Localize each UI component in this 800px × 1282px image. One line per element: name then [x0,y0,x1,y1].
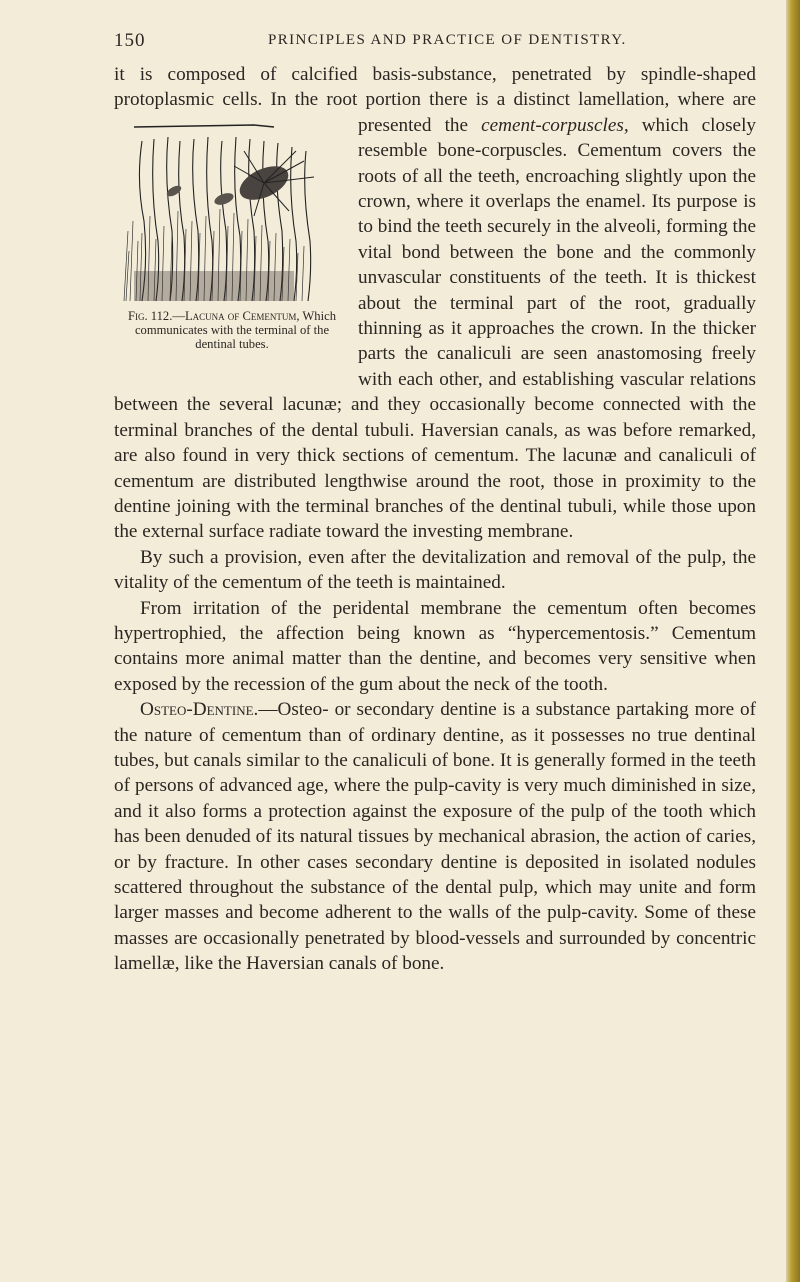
figure-112 [114,113,346,375]
paragraph-4 [114,697,756,976]
page-edge [786,0,800,1282]
paragraph-1-start: it is composed of calcified basis-substance, penetrated by spindle-shaped protoplasmic cells. In the root portion there is a distinct lamellation, where are presented the [114,64,756,136]
figure-caption-text: Which communicates with the terminal of the dentinal tubes. [134,308,336,351]
osteo-dentine-heading: Osteo-Dentine. [140,699,259,721]
paragraph-4-body: —Osteo- or secondary dentine is a substance partaking more of the nature of cementum than of ordinary dentine, as it possesses no true dentinal tubes, but canals similar to the canaliculi of bone. It is generally formed in the teeth of persons of advanced age, where the pulp-cavity is very much diminished in size, and it also forms a protection against the exposure of the pulp of the tooth which has been denuded of its natural tissues by mechanical abrasion, the action of caries, or by fracture. In other cases secondary dentine is deposited in isolated nodules scattered throughout the substance of the dental pulp, which may unite and form larger masses and become adherent to the walls of the pulp-cavity. Some of these masses are occasionally penetrated by blood-vessels and surrounded by concentric lamellæ, like the Haversian canals of bone. [114,699,756,975]
paragraph-1-rest: which closely resemble bone-corpuscles. Cementum covers the roots of all the teeth, encroaching slightly upon the crown, where it overlaps the enamel. Its purpose is to bind the teeth securely in the alveoli, forming the vital bond between the bone and the commonly unvascular constituents of the teeth. It is thickest about the terminal part of the root, gradually thinning as it approaches the crown. In the thicker parts the canaliculi are seen anastomosing freely with each other, and establishing vascular relations between the several lacunæ; and they occasionally become connected with the terminal branches of the dental tubuli. Haversian canals, as was before remarked, are also found in very thick sections of cementum. The lacunæ and canaliculi of cementum are distributed lengthwise around the root, those in proximity to the dentine joining with the terminal branches of the dentinal tubuli, while those upon the external surface radiate toward the investing membrane. [114,114,756,543]
paragraph-3: From irritation of the peridental membrane the cementum often becomes hypertrophied, the affection being known as “hypercementosis.” Cementum contains more animal matter than the dentine, and becomes very sensitive when exposed by the recession of the gum about the neck of the tooth. [114,597,756,695]
running-title: PRINCIPLES AND PRACTICE OF DENTISTRY. [268,32,627,48]
figure-caption-label: Fig. 112.—Lacuna of Cementum, [127,308,300,323]
lacuna-illustration [114,121,344,306]
paragraph-1 [114,62,756,545]
cement-corpuscles-term: cement-corpuscles, [481,114,629,136]
figure-caption [114,309,350,351]
page-number: 150 [114,30,146,51]
body-text [114,62,756,977]
paragraph-2: By such a provision, even after the devitalization and removal of the pulp, the vitality of the cementum of the teeth is maintained. [114,546,756,594]
